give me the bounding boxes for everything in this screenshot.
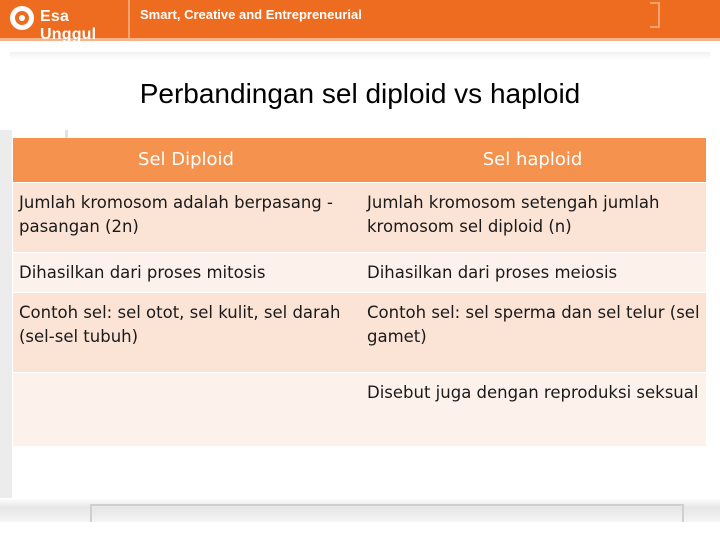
cell-diploid: Jumlah kromosom adalah berpasang -pasangan (2n) bbox=[19, 193, 333, 236]
table-row bbox=[13, 292, 706, 373]
comparison-table bbox=[13, 138, 706, 445]
header-frame-decoration bbox=[650, 2, 660, 28]
table-row bbox=[13, 252, 706, 293]
header-haploid: Sel haploid bbox=[482, 149, 583, 170]
table-row bbox=[13, 372, 706, 446]
left-rail-decoration bbox=[0, 130, 12, 510]
header-diploid: Sel Diploid bbox=[138, 149, 234, 170]
table-header-row bbox=[13, 138, 706, 182]
logo bbox=[0, 0, 130, 43]
table-row bbox=[13, 182, 706, 253]
cell-haploid: Disebut juga dengan reproduksi seksual bbox=[367, 383, 699, 402]
bottom-frame-decoration bbox=[90, 504, 684, 522]
slide-title: Perbandingan sel diploid vs haploid bbox=[139, 78, 581, 109]
tagline: Smart, Creative and Entrepreneurial bbox=[140, 7, 362, 22]
top-rail-decoration bbox=[10, 52, 710, 60]
cell-haploid: Jumlah kromosom setengah jumlah kromosom sel diploid (n) bbox=[367, 193, 660, 236]
cell-haploid: Contoh sel: sel sperma dan sel telur (sel gamet) bbox=[367, 303, 700, 346]
logo-text: Esa Unggul bbox=[40, 8, 97, 43]
cell-haploid: Dihasilkan dari proses meiosis bbox=[367, 263, 618, 282]
university-logo-icon bbox=[10, 6, 34, 30]
cell-diploid: Contoh sel: sel otot, sel kulit, sel darah (sel-sel tubuh) bbox=[19, 303, 341, 346]
cell-diploid: Dihasilkan dari proses mitosis bbox=[19, 263, 266, 282]
